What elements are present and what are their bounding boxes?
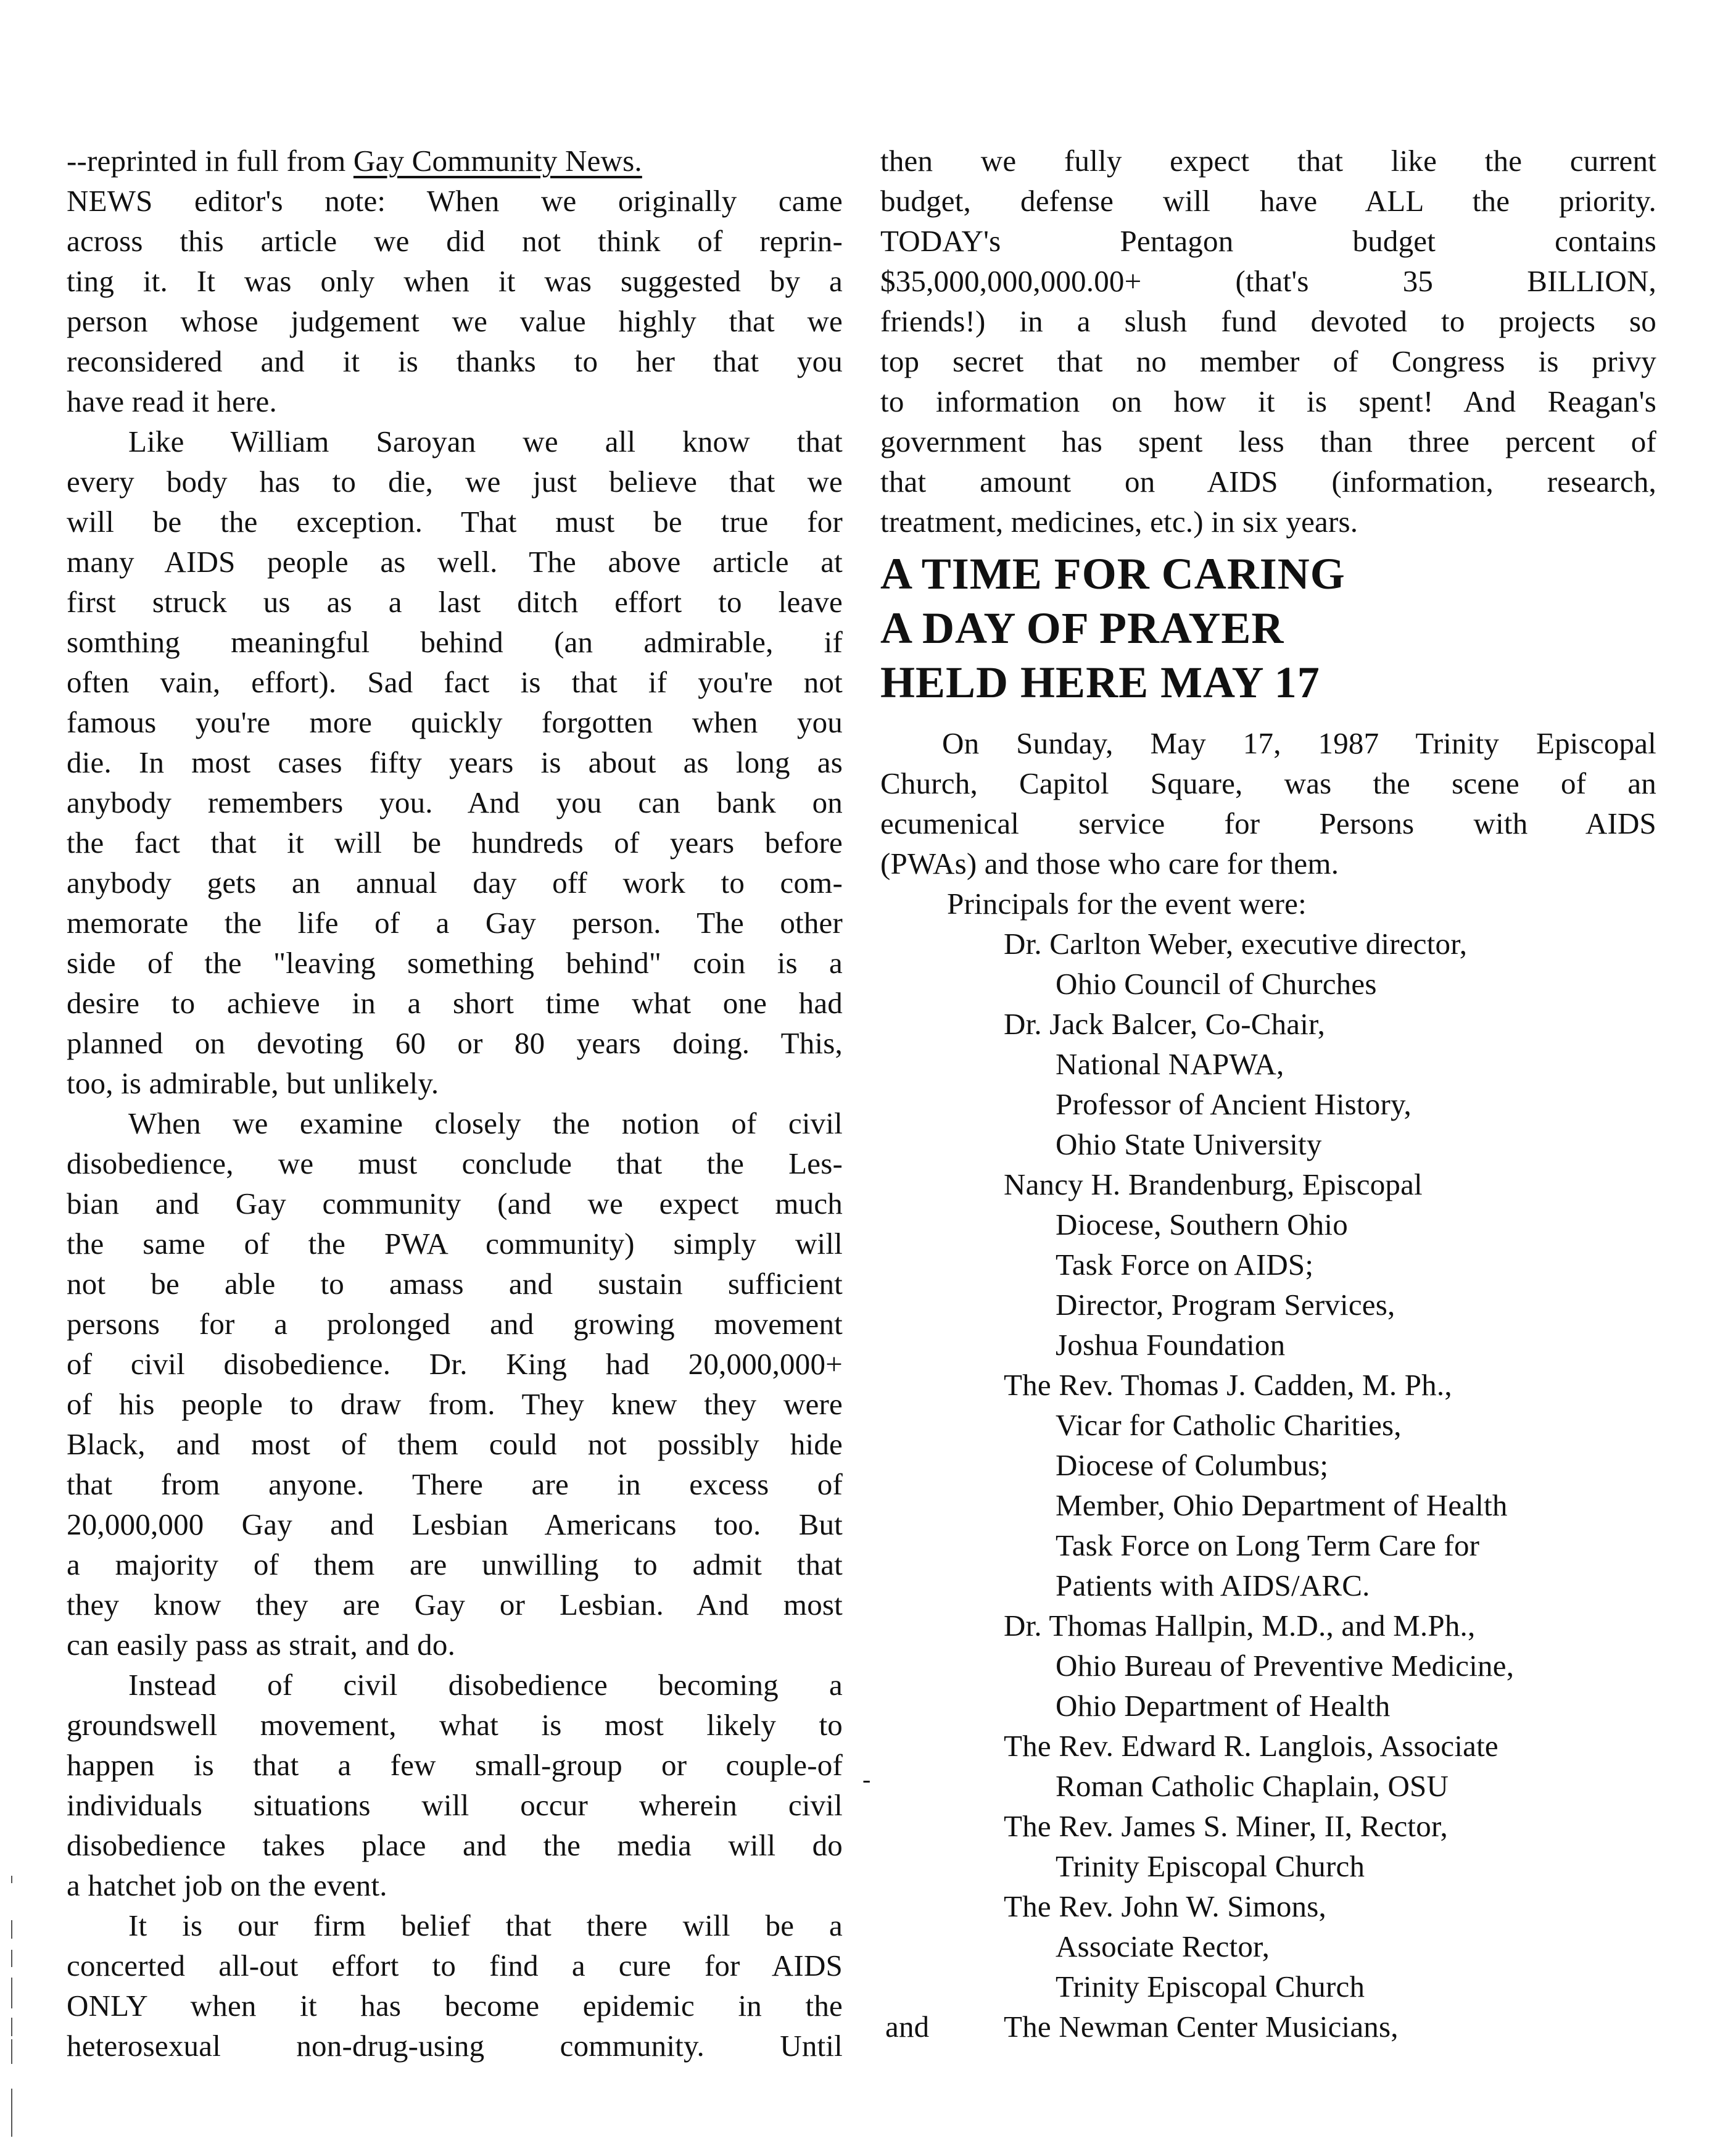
principal-name: Dr. Thomas Hallpin, M.D., and M.Ph., (1004, 1609, 1476, 1643)
principal-detail: Joshua Foundation (1056, 1328, 1286, 1362)
principal-entry (880, 1164, 1656, 1365)
body-line: across this article we did not think of reprin- (67, 224, 843, 258)
body-line: that amount on AIDS (information, research, (880, 465, 1656, 499)
principal-name: The Newman Center Musicians, (1004, 2010, 1399, 2044)
headline-line: A DAY OF PRAYER (880, 603, 1284, 653)
body-line: desire to achieve in a short time what one had (67, 986, 843, 1020)
attribution-line (67, 141, 843, 181)
body-line: planned on devoting 60 or 80 years doing. This, (67, 1026, 843, 1060)
body-line: ONLY when it has become epidemic in the (67, 1989, 843, 2023)
principal-entry (880, 1726, 1656, 1806)
body-line: of civil disobedience. Dr. King had 20,000,000+ (67, 1347, 843, 1381)
principal-detail: Member, Ohio Department of Health (1056, 1488, 1508, 1522)
article-line: On Sunday, May 17, 1987 Trinity Episcopal (942, 726, 1656, 760)
body-line: individuals situations will occur wherein civil (67, 1788, 843, 1822)
principal-detail: Vicar for Catholic Charities, (1056, 1408, 1402, 1442)
principal-name: Nancy H. Brandenburg, Episcopal (1004, 1167, 1423, 1201)
body-line: Like William Saroyan we all know that (128, 425, 843, 458)
body-line: TODAY's Pentagon budget contains (880, 224, 1656, 258)
body-line: Black, and most of them could not possibly hide (67, 1427, 843, 1461)
body-line: that from anyone. There are in excess of (67, 1467, 843, 1501)
body-line: $35,000,000,000.00+ (that's 35 BILLION, (880, 264, 1656, 298)
body-line: of his people to draw from. They knew they were (67, 1387, 843, 1421)
body-line: It is our firm belief that there will be a (128, 1908, 843, 1942)
principal-entry (880, 1886, 1656, 2007)
body-line: have read it here. (67, 384, 277, 418)
principal-detail: Ohio Council of Churches (1056, 967, 1377, 1001)
principal-detail: Diocese of Columbus; (1056, 1448, 1329, 1482)
principal-name: Dr. Carlton Weber, executive director, (1004, 927, 1468, 961)
final-principal-entry (880, 2007, 1656, 2047)
body-line: the fact that it will be hundreds of years before (67, 826, 843, 860)
principal-name: Dr. Jack Balcer, Co-Chair, (1004, 1007, 1326, 1041)
margin-hyphen: - (862, 1765, 871, 1793)
body-line: person whose judgement we value highly that we (67, 304, 843, 338)
body-line: first struck us as a last ditch effort to leave (67, 585, 843, 619)
body-line: then we fully expect that like the current (880, 144, 1656, 178)
article-line: (PWAs) and those who care for them. (880, 847, 1339, 880)
principal-detail: Ohio Bureau of Preventive Medicine, (1056, 1649, 1515, 1683)
body-line: government has spent less than three percent of (880, 425, 1656, 458)
principal-entry (880, 1365, 1656, 1605)
scan-edge-mark (11, 1876, 12, 1883)
source-publication: Gay Community News. (353, 144, 642, 178)
body-line: NEWS editor's note: When we originally came (67, 184, 843, 218)
body-line: heterosexual non-drug-using community. Until (67, 2029, 843, 2063)
principal-detail: Ohio Department of Health (1056, 1689, 1391, 1723)
principal-entry (880, 924, 1656, 1004)
body-line: disobedience, we must conclude that the Les- (67, 1146, 843, 1180)
article-line: ecumenical service for Persons with AIDS (880, 806, 1656, 840)
body-line: the same of the PWA community) simply will (67, 1227, 843, 1261)
principal-name: The Rev. John W. Simons, (1004, 1889, 1326, 1923)
body-line: to information on how it is spent! And Reagan's (880, 384, 1656, 418)
body-line: a majority of them are unwilling to admit that (67, 1547, 843, 1581)
principal-name: The Rev. Edward R. Langlois, Associate (1004, 1729, 1498, 1763)
scan-edge-mark (11, 1978, 12, 2008)
body-line: ting it. It was only when it was suggested by a (67, 264, 843, 298)
body-line: famous you're more quickly forgotten when you (67, 705, 843, 739)
principal-detail: Director, Program Services, (1056, 1288, 1395, 1322)
principals-heading: Principals for the event were: (947, 887, 1307, 921)
body-line: concerted all-out effort to find a cure for AIDS (67, 1949, 843, 1982)
scan-edge-mark (11, 1920, 12, 1939)
body-line: bian and Gay community (and we expect much (67, 1187, 843, 1220)
body-line: many AIDS people as well. The above article at (67, 545, 843, 579)
body-line: happen is that a few small-group or couple-of (67, 1748, 843, 1782)
principal-entry (880, 1004, 1656, 1164)
body-line: persons for a prolonged and growing movement (67, 1307, 843, 1341)
scan-edge-mark (11, 2039, 12, 2064)
scan-edge-mark (11, 2089, 12, 2137)
body-line: anybody gets an annual day off work to com- (67, 866, 843, 900)
principals-list (880, 924, 1656, 2047)
principal-detail: Trinity Episcopal Church (1056, 1849, 1365, 1883)
scan-edge-mark (11, 2018, 12, 2036)
attribution-prefix: --reprinted in full from (67, 144, 353, 178)
principal-detail: National NAPWA, (1056, 1047, 1284, 1081)
body-line: budget, defense will have ALL the priority. (880, 184, 1656, 218)
body-line: top secret that no member of Congress is privy (880, 344, 1656, 378)
article-line: Church, Capitol Square, was the scene of an (880, 766, 1656, 800)
principal-name: The Rev. Thomas J. Cadden, M. Ph., (1004, 1368, 1452, 1402)
body-line: treatment, medicines, etc.) in six years. (880, 505, 1358, 539)
body-line: not be able to amass and sustain sufficient (67, 1267, 843, 1301)
article-headline (880, 547, 1656, 710)
principal-name: The Rev. James S. Miner, II, Rector, (1004, 1809, 1448, 1843)
scan-edge-mark (11, 1950, 12, 1967)
body-line: too, is admirable, but unlikely. (67, 1066, 439, 1100)
principal-detail: Diocese, Southern Ohio (1056, 1208, 1348, 1241)
body-line: reconsidered and it is thanks to her that you (67, 344, 843, 378)
body-line: a hatchet job on the event. (67, 1868, 387, 1902)
body-line: side of the "leaving something behind" coin is a (67, 946, 843, 980)
body-line: 20,000,000 Gay and Lesbian Americans too. But (67, 1507, 843, 1541)
body-line: groundswell movement, what is most likely to (67, 1708, 843, 1742)
principal-detail: Task Force on AIDS; (1056, 1248, 1314, 1282)
body-line: friends!) in a slush fund devoted to projects so (880, 304, 1656, 338)
body-line: every body has to die, we just believe that we (67, 465, 843, 499)
left-column (67, 141, 843, 2066)
body-line: often vain, effort). Sad fact is that if you're not (67, 665, 843, 699)
body-line: will be the exception. That must be true for (67, 505, 843, 539)
body-line: Instead of civil disobedience becoming a (128, 1668, 843, 1702)
headline-line: A TIME FOR CARING (880, 549, 1345, 599)
principal-detail: Patients with AIDS/ARC. (1056, 1568, 1370, 1602)
principal-detail: Roman Catholic Chaplain, OSU (1056, 1769, 1449, 1803)
headline-line: HELD HERE MAY 17 (880, 658, 1320, 707)
body-line: memorate the life of a Gay person. The other (67, 906, 843, 940)
and-conjunction: and (885, 2010, 930, 2044)
body-line: somthing meaningful behind (an admirable, if (67, 625, 843, 659)
principal-detail: Trinity Episcopal Church (1056, 1970, 1365, 2003)
body-line: anybody remembers you. And you can bank on (67, 785, 843, 819)
body-line: When we examine closely the notion of civil (128, 1106, 843, 1140)
principal-detail: Task Force on Long Term Care for (1056, 1528, 1480, 1562)
body-line: die. In most cases fifty years is about as long as (67, 745, 843, 779)
body-line: can easily pass as strait, and do. (67, 1628, 456, 1662)
principal-detail: Professor of Ancient History, (1056, 1087, 1412, 1121)
principal-detail: Associate Rector, (1056, 1929, 1270, 1963)
body-line: disobedience takes place and the media will do (67, 1828, 843, 1862)
right-column (880, 141, 1656, 2047)
body-line: they know they are Gay or Lesbian. And most (67, 1588, 843, 1622)
principal-entry (880, 1605, 1656, 1726)
principal-entry (880, 1806, 1656, 1886)
principal-detail: Ohio State University (1056, 1127, 1322, 1161)
